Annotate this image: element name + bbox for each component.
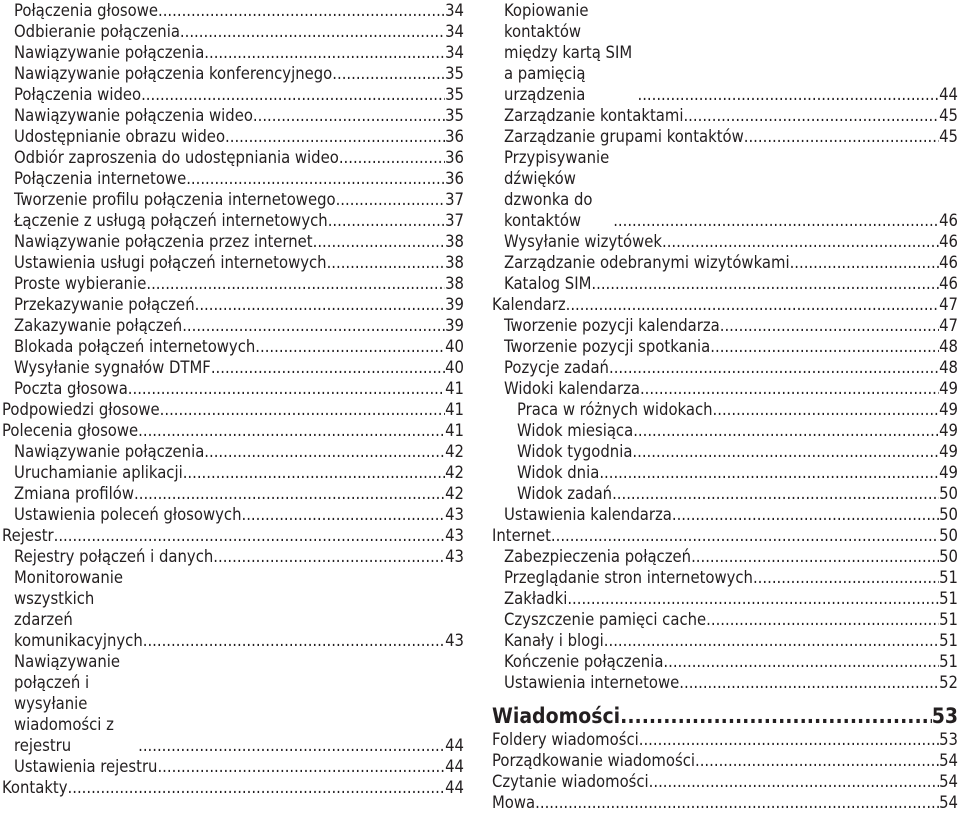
dot-leader xyxy=(640,378,939,399)
toc-page-number: 52 xyxy=(939,673,958,692)
toc-entry[interactable] xyxy=(2,63,464,84)
toc-entry-title: Ustawienia poleceń głosowych xyxy=(14,505,242,524)
toc-entry-title: Nawiązywanie połączenia xyxy=(14,43,205,62)
dot-leader xyxy=(710,336,939,357)
toc-entry[interactable] xyxy=(2,420,464,441)
toc-entry[interactable] xyxy=(492,630,958,651)
toc-page-number: 51 xyxy=(939,568,958,587)
toc-entry[interactable] xyxy=(2,315,464,336)
toc-entry[interactable] xyxy=(492,294,958,315)
toc-page-number: 39 xyxy=(445,316,464,335)
toc-page-number: 36 xyxy=(445,148,464,167)
dot-leader xyxy=(790,252,940,273)
dot-leader xyxy=(195,294,446,315)
dot-leader xyxy=(637,84,939,105)
toc-entry-title: Wysyłanie wizytówek xyxy=(504,232,662,251)
toc-entry[interactable] xyxy=(2,546,464,567)
toc-entry-title: Zmiana profilów xyxy=(14,484,135,503)
toc-entry-title: Nawiązywanie połączeń i wysyłanie wiadomości z rejestru xyxy=(14,652,121,755)
toc-page-number: 46 xyxy=(939,211,958,230)
toc-entry-title: Praca w różnych widokach xyxy=(517,400,713,419)
dot-leader xyxy=(672,504,939,525)
toc-page-number: 42 xyxy=(445,484,464,503)
toc-page-number: 39 xyxy=(445,295,464,314)
toc-section-heading[interactable] xyxy=(492,703,958,729)
toc-entry-title: Kalendarz xyxy=(492,295,566,314)
toc-entry-title: Zarządzanie grupami kontaktów xyxy=(504,127,744,146)
toc-page-number: 46 xyxy=(939,274,958,293)
toc-page-number: 50 xyxy=(939,526,958,545)
toc-entry[interactable] xyxy=(492,420,958,441)
toc-entry[interactable] xyxy=(492,729,958,750)
dot-leader xyxy=(336,189,446,210)
toc-entry-title: Nawiązywanie połączenia konferencyjnego xyxy=(14,64,333,83)
toc-entry[interactable] xyxy=(492,315,958,336)
toc-entry-title: Proste wybieranie xyxy=(14,274,147,293)
toc-page-number: 38 xyxy=(445,253,464,272)
toc-entry-title: Poczta głosowa xyxy=(14,379,128,398)
toc-entry-title: Uruchamianie aplikacji xyxy=(14,463,183,482)
dot-leader xyxy=(720,315,939,336)
toc-entry-title: Foldery wiadomości xyxy=(492,730,639,749)
toc-entry-title: Ustawienia internetowe xyxy=(504,673,680,692)
dot-leader xyxy=(211,357,445,378)
dot-leader xyxy=(186,168,445,189)
toc-page-number: 41 xyxy=(445,421,464,440)
dot-leader xyxy=(679,672,939,693)
toc-entry-title: Kopiowanie kontaktów między kartą SIM a pamięcią urządzenia xyxy=(504,1,633,104)
toc-entry-title: Monitorowanie wszystkich zdarzeń komunikacyjnych xyxy=(14,568,143,650)
toc-entry[interactable] xyxy=(492,771,958,792)
dot-leader xyxy=(713,399,940,420)
dot-leader xyxy=(633,420,939,441)
toc-page-number: 34 xyxy=(445,1,464,20)
toc-entry-title: Tworzenie pozycji kalendarza xyxy=(504,316,720,335)
toc-entry-title: Zakazywanie połączeń xyxy=(14,316,183,335)
toc-entry[interactable] xyxy=(492,483,958,504)
toc-entry-title: Odbieranie połączenia xyxy=(14,22,180,41)
toc-page-number: 38 xyxy=(445,274,464,293)
toc-page-number: 41 xyxy=(445,379,464,398)
toc-entry-title: Rejestr xyxy=(2,526,54,545)
toc-page-number: 40 xyxy=(445,358,464,377)
toc-entry-title: Tworzenie pozycji spotkania xyxy=(504,337,711,356)
toc-entry-title: Połączenia wideo xyxy=(14,85,142,104)
toc-entry-title: Kanały i blogi xyxy=(504,631,604,650)
toc-entry[interactable] xyxy=(492,609,958,630)
dot-leader xyxy=(180,21,445,42)
toc-entry[interactable] xyxy=(2,126,464,147)
toc-entry-title: Połączenia głosowe xyxy=(14,1,158,20)
toc-entry-title: Nawiązywanie połączenia wideo xyxy=(14,106,253,125)
dot-leader xyxy=(255,336,445,357)
toc-entry[interactable] xyxy=(2,273,464,294)
toc-page-number: 47 xyxy=(939,316,958,335)
toc-page-number: 43 xyxy=(445,547,464,566)
toc-right-column xyxy=(492,0,958,813)
dot-leader xyxy=(339,147,445,168)
toc-page-number: 44 xyxy=(445,778,464,797)
toc-entry[interactable] xyxy=(2,483,464,504)
toc-page-number: 49 xyxy=(939,442,958,461)
toc-entry-title: Ustawienia rejestru xyxy=(14,757,158,776)
toc-page-number: 49 xyxy=(939,400,958,419)
dot-leader xyxy=(160,399,445,420)
toc-entry[interactable] xyxy=(2,378,464,399)
toc-entry[interactable] xyxy=(2,189,464,210)
toc-entry[interactable] xyxy=(2,42,464,63)
dot-leader xyxy=(253,105,445,126)
dot-leader xyxy=(551,525,939,546)
toc-page-number: 53 xyxy=(939,730,958,749)
toc-entry[interactable] xyxy=(492,399,958,420)
toc-page-number: 46 xyxy=(939,253,958,272)
toc-page-number: 50 xyxy=(939,547,958,566)
dot-leader xyxy=(128,378,445,399)
dot-leader xyxy=(54,525,445,546)
toc-page-number: 36 xyxy=(445,127,464,146)
toc-entry-title: Ustawienia kalendarza xyxy=(504,505,672,524)
toc-entry[interactable] xyxy=(2,357,464,378)
toc-entry[interactable] xyxy=(492,462,958,483)
dot-leader xyxy=(632,441,939,462)
dot-leader xyxy=(662,231,939,252)
toc-page-number: 53 xyxy=(931,704,958,728)
toc-page-number: 36 xyxy=(445,169,464,188)
toc-page-number: 35 xyxy=(445,85,464,104)
toc-entry-title: Zabezpieczenia połączeń xyxy=(504,547,692,566)
dot-leader xyxy=(599,462,939,483)
toc-entry[interactable] xyxy=(2,0,464,21)
toc-page-number: 40 xyxy=(445,337,464,356)
toc-entry-title: Odbiór zaproszenia do udostępniania wideo xyxy=(14,148,339,167)
toc-entry[interactable] xyxy=(492,126,958,147)
toc-entry-title: Internet xyxy=(492,526,551,545)
dot-leader xyxy=(695,750,939,771)
dot-leader xyxy=(225,126,445,147)
toc-entry[interactable] xyxy=(492,441,958,462)
dot-leader xyxy=(204,42,445,63)
toc-entry[interactable] xyxy=(492,357,958,378)
toc-entry[interactable] xyxy=(492,252,958,273)
dot-leader xyxy=(143,630,445,651)
toc-page-number: 42 xyxy=(445,442,464,461)
toc-page-number: 44 xyxy=(445,736,464,755)
toc-entry[interactable] xyxy=(2,84,464,105)
dot-leader xyxy=(134,483,445,504)
toc-entry[interactable] xyxy=(2,210,464,231)
dot-leader xyxy=(182,315,445,336)
toc-page-number: 41 xyxy=(445,400,464,419)
dot-leader xyxy=(591,273,939,294)
toc-page-number: 34 xyxy=(445,43,464,62)
dot-leader xyxy=(604,630,939,651)
toc-entry-title: Tworzenie profilu połączenia internetowego xyxy=(14,190,336,209)
toc-page-number: 54 xyxy=(939,772,958,791)
dot-leader xyxy=(620,703,932,729)
toc-page-number: 45 xyxy=(939,127,958,146)
toc-entry-title: Nawiązywanie połączenia przez internet xyxy=(14,232,313,251)
toc-entry-title: Czytanie wiadomości xyxy=(492,772,649,791)
toc-page-number: 43 xyxy=(445,631,464,650)
toc-page-number: 37 xyxy=(445,190,464,209)
toc-entry-title: Zarządzanie odebranymi wizytówkami xyxy=(504,253,790,272)
toc-left-column xyxy=(2,0,464,798)
toc-entry[interactable] xyxy=(492,546,958,567)
toc-page-number: 49 xyxy=(939,421,958,440)
dot-leader xyxy=(609,357,939,378)
toc-entry-title: Pozycje zadań xyxy=(504,358,609,377)
toc-entry-title: Katalog SIM xyxy=(504,274,592,293)
toc-entry[interactable] xyxy=(2,756,464,777)
toc-page-number: 43 xyxy=(445,505,464,524)
dot-leader xyxy=(744,126,939,147)
dot-leader xyxy=(663,651,939,672)
dot-leader xyxy=(138,735,445,756)
toc-entry-title: Czyszczenie pamięci cache xyxy=(504,610,707,629)
toc-entry-title: Wiadomości xyxy=(492,704,621,728)
dot-leader xyxy=(213,546,445,567)
toc-page-number: 49 xyxy=(939,463,958,482)
toc-entry-title: Widok miesiąca xyxy=(517,421,634,440)
toc-entry[interactable] xyxy=(492,378,958,399)
toc-entry-title: Blokada połączeń internetowych xyxy=(14,337,256,356)
dot-leader xyxy=(566,294,939,315)
toc-page-number: 47 xyxy=(939,295,958,314)
toc-entry-title: Kończenie połączenia xyxy=(504,652,664,671)
toc-page-number: 51 xyxy=(939,610,958,629)
toc-entry[interactable] xyxy=(492,588,958,609)
dot-leader xyxy=(328,210,445,231)
toc-entry-title: Wysyłanie sygnałów DTMF xyxy=(14,358,211,377)
dot-leader xyxy=(332,63,445,84)
toc-page-number: 37 xyxy=(445,211,464,230)
toc-entry[interactable] xyxy=(492,504,958,525)
toc-page-number: 48 xyxy=(939,358,958,377)
dot-leader xyxy=(691,546,939,567)
toc-entry-title: Przeglądanie stron internetowych xyxy=(504,568,753,587)
toc-entry[interactable] xyxy=(2,651,464,756)
toc-entry[interactable] xyxy=(2,462,464,483)
toc-entry-title: Udostępnianie obrazu wideo xyxy=(14,127,226,146)
toc-entry[interactable] xyxy=(2,567,464,651)
toc-page-number: 44 xyxy=(939,85,958,104)
toc-entry[interactable] xyxy=(2,399,464,420)
toc-page-number: 34 xyxy=(445,22,464,41)
dot-leader xyxy=(146,273,445,294)
toc-page-number: 45 xyxy=(939,106,958,125)
toc-entry-title: Zakładki xyxy=(504,589,568,608)
dot-leader xyxy=(535,792,939,813)
toc-entry[interactable] xyxy=(2,504,464,525)
dot-leader xyxy=(138,420,445,441)
dot-leader xyxy=(183,462,445,483)
toc-entry-title: Widok dnia xyxy=(517,463,600,482)
dot-leader xyxy=(157,756,445,777)
dot-leader xyxy=(241,504,445,525)
toc-page-number: 51 xyxy=(939,652,958,671)
toc-entry-title: Mowa xyxy=(492,793,536,812)
dot-leader xyxy=(639,729,939,750)
toc-page-number: 50 xyxy=(939,484,958,503)
toc-entry-title: Podpowiedzi głosowe xyxy=(2,400,160,419)
toc-entry[interactable] xyxy=(2,105,464,126)
dot-leader xyxy=(649,771,939,792)
toc-page-number: 50 xyxy=(939,505,958,524)
toc-entry[interactable] xyxy=(492,792,958,813)
toc-page-number: 54 xyxy=(939,793,958,812)
toc-entry[interactable] xyxy=(2,147,464,168)
dot-leader xyxy=(141,84,445,105)
toc-page-number: 35 xyxy=(445,106,464,125)
toc-entry[interactable] xyxy=(2,252,464,273)
dot-leader xyxy=(158,0,445,21)
toc-page-number: 35 xyxy=(445,64,464,83)
toc-page-number: 51 xyxy=(939,631,958,650)
dot-leader xyxy=(313,231,445,252)
toc-entry[interactable] xyxy=(492,273,958,294)
toc-entry-title: Przypisywanie dźwięków dzwonka do kontaktów xyxy=(504,148,610,230)
toc-entry[interactable] xyxy=(2,21,464,42)
toc-page-number: 43 xyxy=(445,526,464,545)
toc-entry[interactable] xyxy=(2,336,464,357)
toc-entry[interactable] xyxy=(492,105,958,126)
toc-page-number: 49 xyxy=(939,379,958,398)
toc-entry-title: Polecenia głosowe xyxy=(2,421,139,440)
toc-entry-title: Widok zadań xyxy=(517,484,613,503)
dot-leader xyxy=(612,483,939,504)
toc-page-number: 42 xyxy=(445,463,464,482)
toc-entry-title: Nawiązywanie połączenia xyxy=(14,442,205,461)
dot-leader xyxy=(327,252,446,273)
toc-entry-title: Widoki kalendarza xyxy=(504,379,640,398)
toc-entry[interactable] xyxy=(492,147,958,231)
toc-page-number: 51 xyxy=(939,589,958,608)
dot-leader xyxy=(613,210,939,231)
toc-entry[interactable] xyxy=(2,231,464,252)
toc-entry[interactable] xyxy=(2,525,464,546)
toc-entry[interactable] xyxy=(492,672,958,693)
toc-entry[interactable] xyxy=(2,777,464,798)
toc-entry[interactable] xyxy=(492,651,958,672)
toc-entry[interactable] xyxy=(492,750,958,771)
toc-page-number: 38 xyxy=(445,232,464,251)
dot-leader xyxy=(567,588,939,609)
toc-entry-title: Kontakty xyxy=(2,778,68,797)
toc-entry-title: Rejestry połączeń i danych xyxy=(14,547,214,566)
toc-page-number: 44 xyxy=(445,757,464,776)
toc-entry[interactable] xyxy=(492,0,958,105)
toc-entry[interactable] xyxy=(492,525,958,546)
toc-entry-title: Przekazywanie połączeń xyxy=(14,295,195,314)
dot-leader xyxy=(753,567,939,588)
toc-entry-title: Łączenie z usługą połączeń internetowych xyxy=(14,211,328,230)
toc-page-number: 54 xyxy=(939,751,958,770)
dot-leader xyxy=(68,777,446,798)
toc-entry[interactable] xyxy=(492,567,958,588)
toc-page-number: 48 xyxy=(939,337,958,356)
toc-entry-title: Porządkowanie wiadomości xyxy=(492,751,695,770)
dot-leader xyxy=(683,105,939,126)
toc-page-number: 46 xyxy=(939,232,958,251)
toc-entry[interactable] xyxy=(2,441,464,462)
toc-entry-title: Zarządzanie kontaktami xyxy=(504,106,684,125)
toc-entry-title: Połączenia internetowe xyxy=(14,169,187,188)
toc-entry[interactable] xyxy=(2,168,464,189)
dot-leader xyxy=(706,609,939,630)
toc-entry-title: Ustawienia usługi połączeń internetowych xyxy=(14,253,327,272)
toc-entry[interactable] xyxy=(2,294,464,315)
toc-entry[interactable] xyxy=(492,231,958,252)
toc-entry[interactable] xyxy=(492,336,958,357)
dot-leader xyxy=(204,441,445,462)
toc-entry-title: Widok tygodnia xyxy=(517,442,633,461)
